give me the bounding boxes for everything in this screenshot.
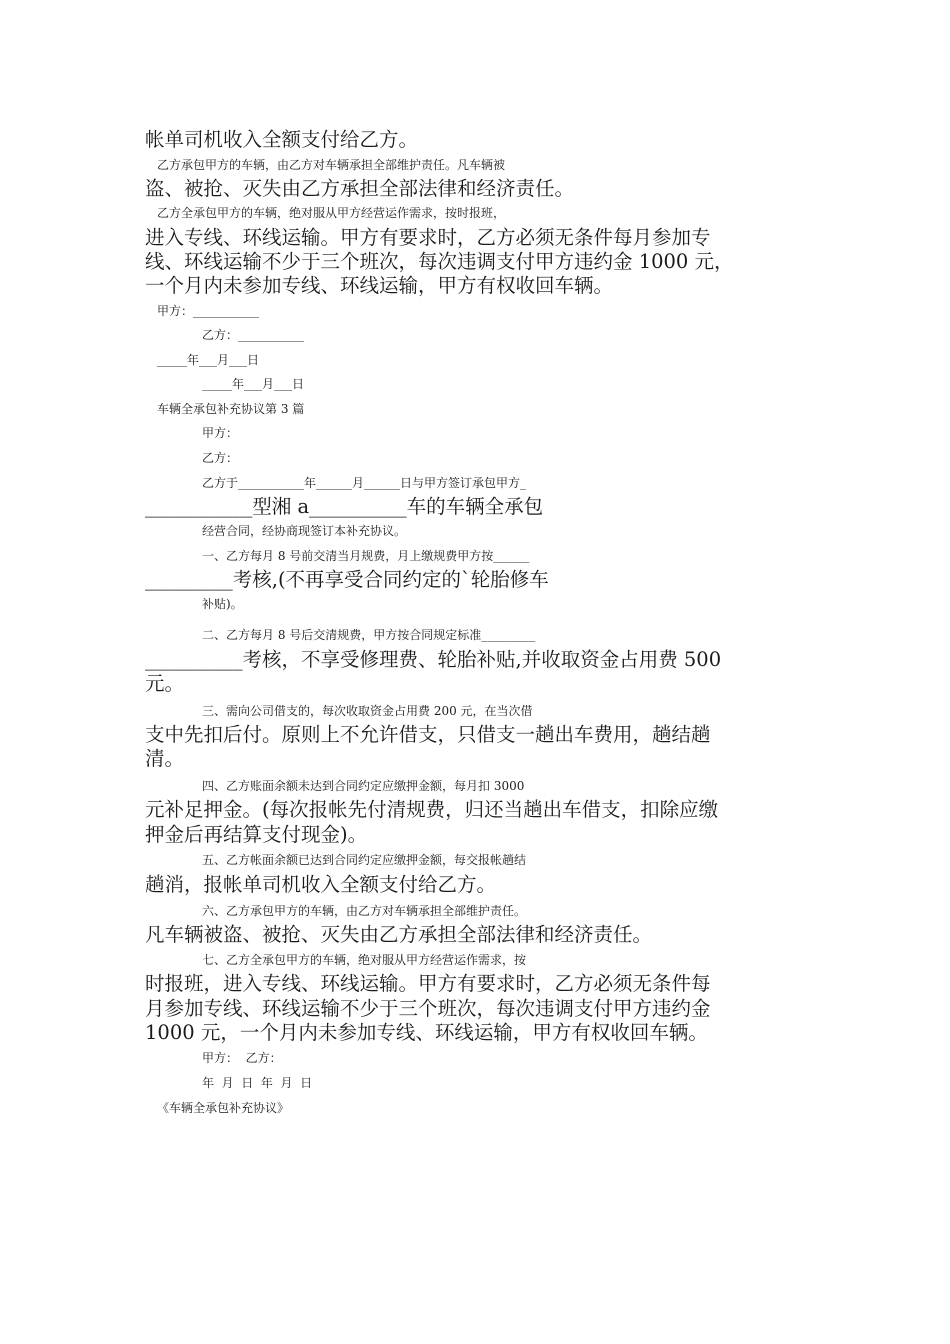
text-line: 押金后再结算支付现金)。 <box>145 823 368 846</box>
text-line: 元补足押金。(每次报帐先付清规费，归还当趟出车借支，扣除应缴 <box>145 798 719 821</box>
clause-4: 四、乙方账面余额未达到合同约定应缴押金额，每月扣 3000 <box>202 779 525 793</box>
text-line: 经营合同，经协商现签订本补充协议。 <box>202 524 407 538</box>
date-line: _____年___月___日 <box>202 377 305 391</box>
clause-2: 二、乙方每月 8 号后交清规费，甲方按合同规定标准_________ <box>202 628 536 642</box>
date-line: _____年___月___日 <box>157 353 260 367</box>
text-line: 补贴)。 <box>202 597 243 611</box>
signature-line-party-a: 甲方：___________ <box>157 304 260 318</box>
text-line: 趟消，报帐单司机收入全额支付给乙方。 <box>145 873 497 896</box>
clause-1: 一、乙方每月 8 号前交清当月规费，月上缴规费甲方按______ <box>202 549 530 563</box>
text-line: _________考核,(不再享受合同约定的`轮胎修车 <box>145 568 549 591</box>
signature-date: 年 月 日 年 月 日 <box>202 1076 313 1090</box>
party-a-label: 甲方： <box>202 426 239 440</box>
section-title: 车辆全承包补充协议第 3 篇 <box>157 402 305 416</box>
text-line: 一个月内未参加专线、环线运输，甲方有权收回车辆。 <box>145 274 614 297</box>
text-line: 清。 <box>145 747 185 770</box>
text-line: 乙方于___________年______月______日与甲方签订承包甲方_ <box>202 476 527 490</box>
text-line: 进入专线、环线运输。甲方有要求时，乙方必须无条件每月参加专 <box>145 226 711 249</box>
text-line: 支中先扣后付。原则上不允许借支，只借支一趟出车费用，趟结趟 <box>145 723 711 746</box>
text-line: 月参加专线、环线运输不少于三个班次，每次违调支付甲方违约金 <box>145 997 711 1020</box>
text-line: 元。 <box>145 672 185 695</box>
clause-5: 五、乙方帐面余额已达到合同约定应缴押金额，每交报帐趟结 <box>202 853 527 867</box>
clause-6: 六、乙方承包甲方的车辆，由乙方对车辆承担全部维护责任。 <box>202 904 527 918</box>
text-line: 乙方全承包甲方的车辆，绝对服从甲方经营运作需求，按时报班， <box>157 206 506 220</box>
text-line: 凡车辆被盗、被抢、灭失由乙方承担全部法律和经济责任。 <box>145 923 653 946</box>
clause-3: 三、需向公司借支的，每次收取资金占用费 200 元，在当次借 <box>202 704 533 718</box>
text-line: 1000 元，一个月内未参加专线、环线运输，甲方有权收回车辆。 <box>145 1021 708 1044</box>
text-line: 盗、被抢、灭失由乙方承担全部法律和经济责任。 <box>145 177 575 200</box>
signature-labels: 甲方： 乙方： <box>202 1051 282 1065</box>
text-line: 帐单司机收入全额支付给乙方。 <box>145 128 419 151</box>
text-line: 时报班，进入专线、环线运输。甲方有要求时，乙方必须无条件每 <box>145 972 711 995</box>
text-line: __________考核，不享受修理费、轮胎补贴,并收取资金占用费 500 <box>145 648 722 671</box>
text-line: 线、环线运输不少于三个班次，每次违调支付甲方违约金 1000 元， <box>145 250 734 273</box>
party-b-label: 乙方： <box>202 451 239 465</box>
signature-line-party-b: 乙方：___________ <box>202 328 305 342</box>
text-line: 乙方承包甲方的车辆，由乙方对车辆承担全部维护责任。凡车辆被 <box>157 158 506 172</box>
text-line: ___________型湘 a__________车的车辆全承包 <box>145 495 544 518</box>
clause-7: 七、乙方全承包甲方的车辆，绝对服从甲方经营运作需求，按 <box>202 953 527 967</box>
document-title-footer: 《车辆全承包补充协议》 <box>157 1101 290 1115</box>
